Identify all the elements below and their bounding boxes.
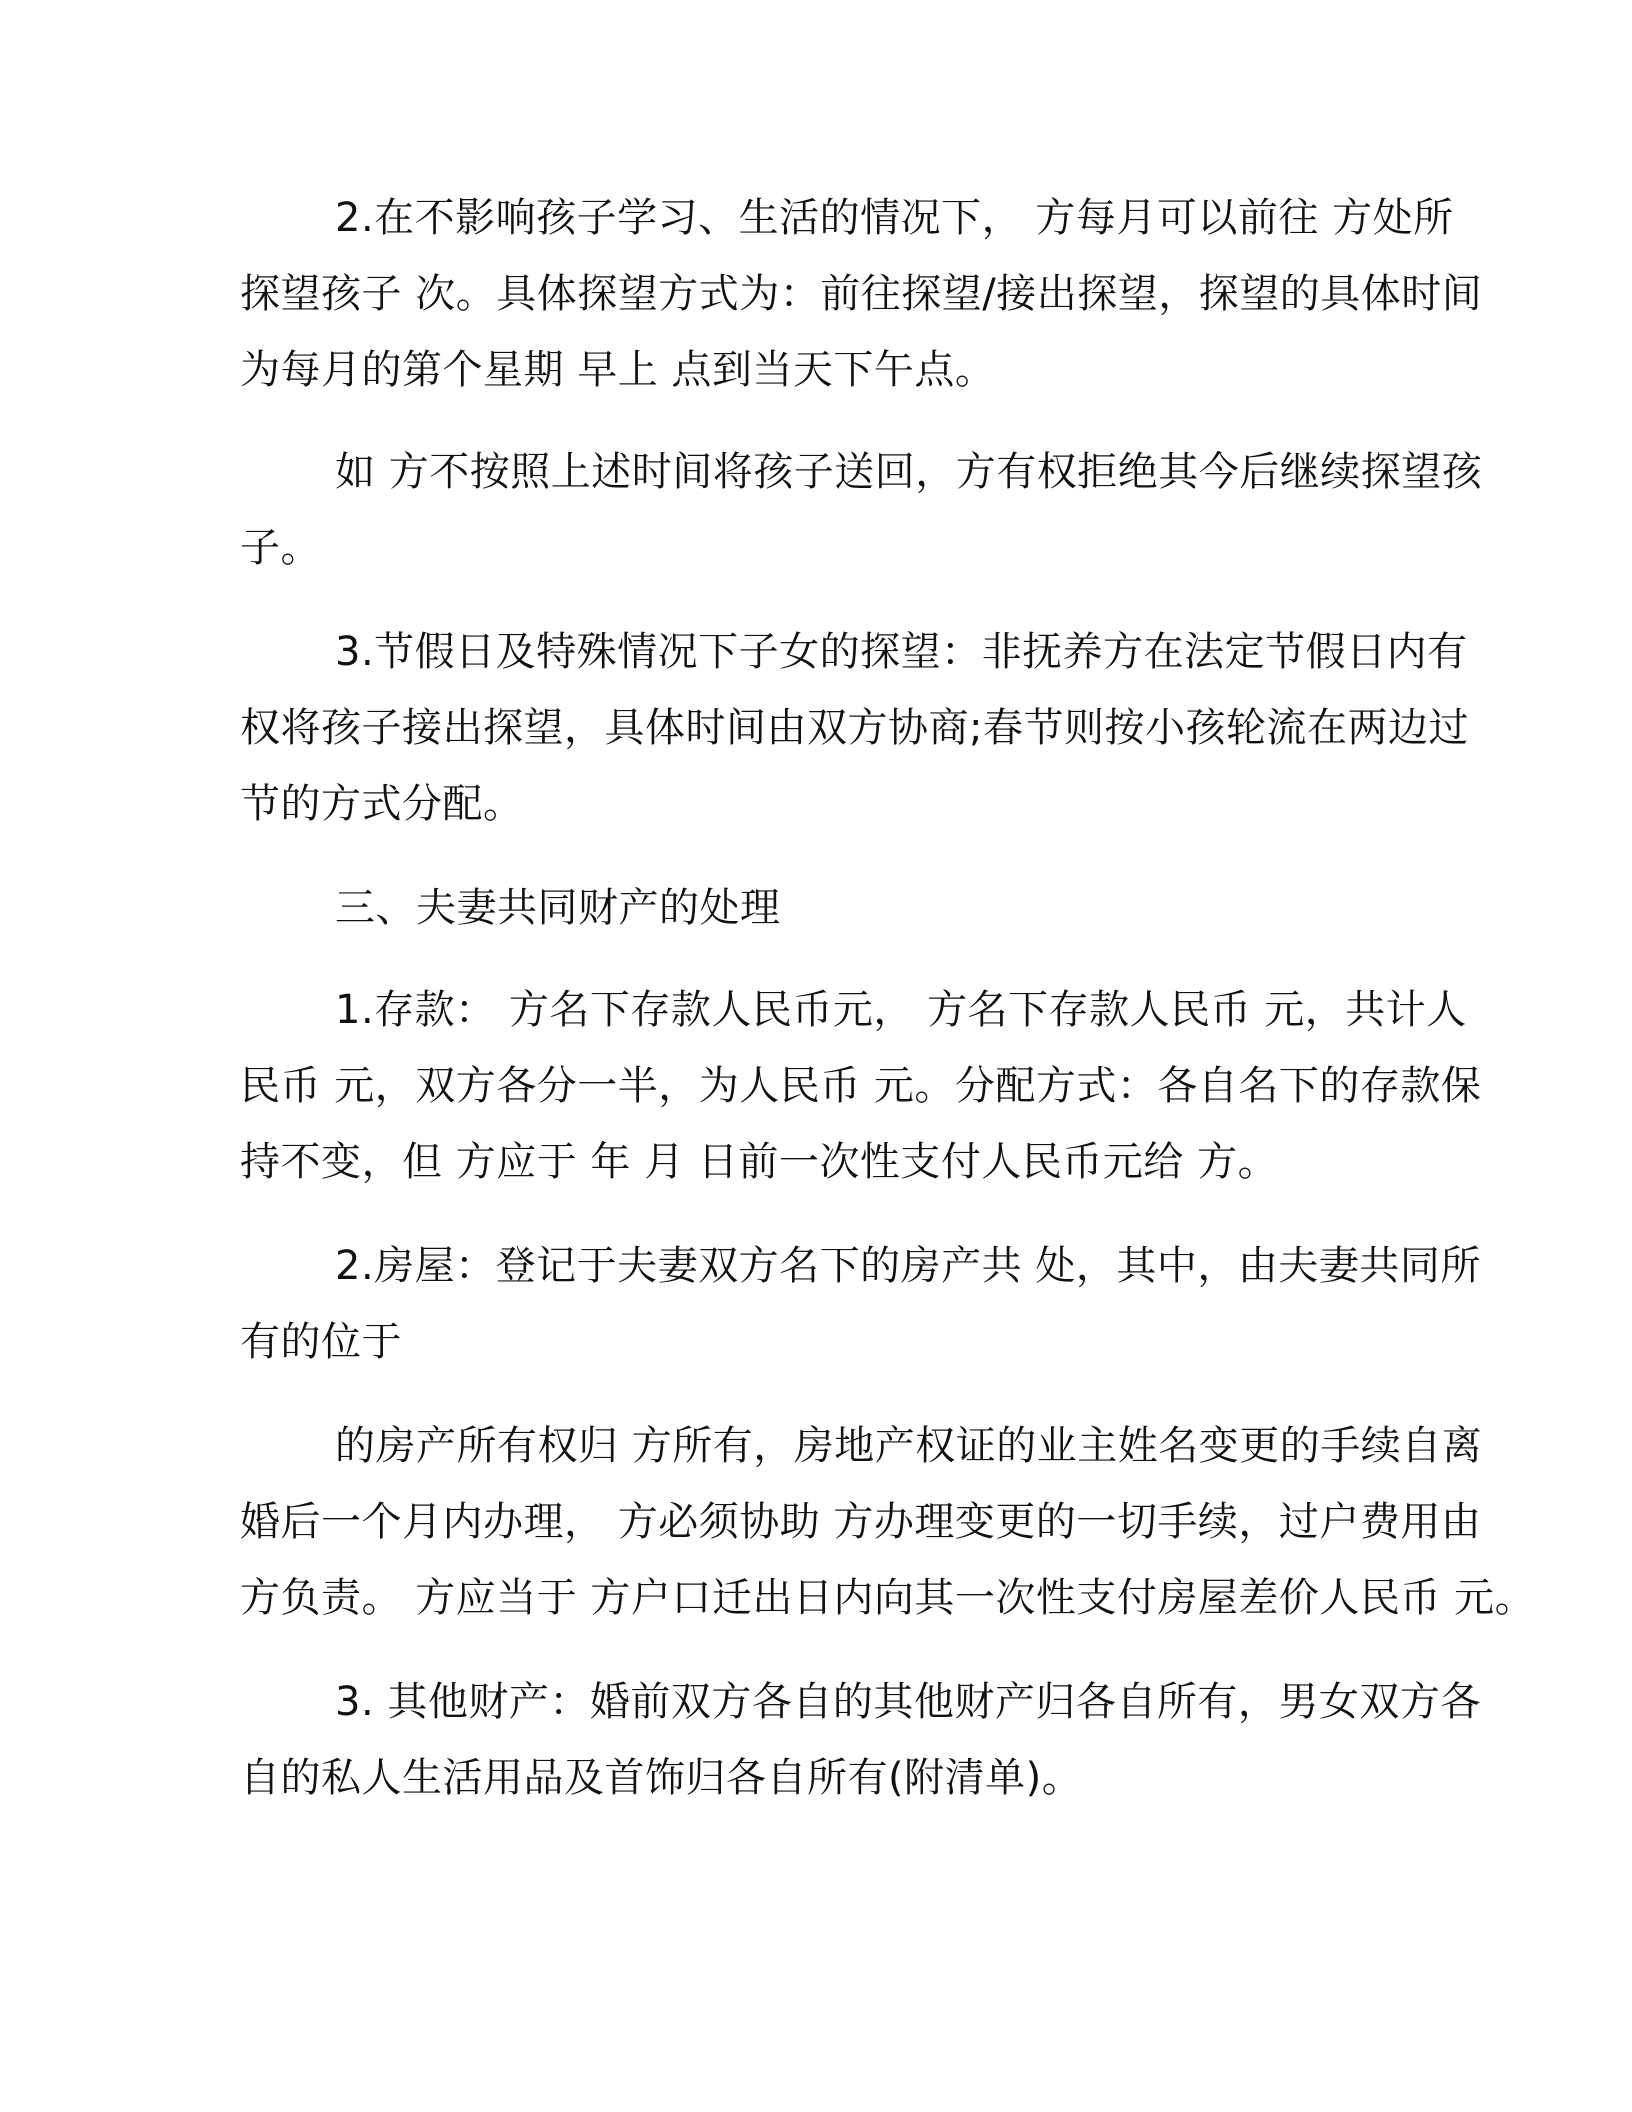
paragraph-line: 3. 其他财产：婚前双方各自的其他财产归各自所有，男女双方各 bbox=[335, 1679, 1481, 1725]
paragraph-line: 探望孩子 次。具体探望方式为：前往探望/接出探望，探望的具体时间 bbox=[240, 271, 1483, 317]
paragraph-line: 3.节假日及特殊情况下子女的探望：非抚养方在法定节假日内有 bbox=[335, 629, 1468, 675]
paragraph-line: 的房产所有权归 方所有，房地产权证的业主姓名变更的手续自离 bbox=[335, 1423, 1483, 1469]
paragraph-line: 2.房屋：登记于夫妻双方名下的房产共 处，其中，由夫妻共同所 bbox=[335, 1243, 1481, 1289]
paragraph-line: 有的位于 bbox=[240, 1319, 402, 1365]
section-heading: 三、夫妻共同财产的处理 bbox=[335, 885, 781, 931]
paragraph-line: 1.存款： 方名下存款人民币元， 方名下存款人民币 元，共计人 bbox=[335, 987, 1467, 1033]
paragraph-line: 自的私人生活用品及首饰归各自所有(附清单)。 bbox=[240, 1755, 1083, 1801]
paragraph-line: 民币 元，双方各分一半，为人民币 元。分配方式：各自名下的存款保 bbox=[240, 1063, 1482, 1109]
paragraph-line: 婚后一个月内办理， 方必须协助 方办理变更的一切手续，过户费用由 bbox=[240, 1499, 1482, 1545]
paragraph-line: 2.在不影响孩子学习、生活的情况下， 方每月可以前往 方处所 bbox=[335, 195, 1454, 241]
paragraph-line: 如 方不按照上述时间将孩子送回，方有权拒绝其今后继续探望孩 bbox=[335, 449, 1483, 495]
paragraph-line: 节的方式分配。 bbox=[240, 781, 524, 827]
paragraph-line: 方负责。 方应当于 方户口迁出日内向其一次性支付房屋差价人民币 元。 bbox=[240, 1575, 1536, 1621]
paragraph-line: 子。 bbox=[240, 525, 321, 571]
paragraph-line: 权将孩子接出探望，具体时间由双方协商;春节则按小孩轮流在两边过 bbox=[240, 705, 1469, 751]
paragraph-line: 为每月的第个星期 早上 点到当天下午点。 bbox=[240, 347, 996, 393]
paragraph-line: 持不变，但 方应于 年 月 日前一次性支付人民币元给 方。 bbox=[240, 1139, 1279, 1185]
